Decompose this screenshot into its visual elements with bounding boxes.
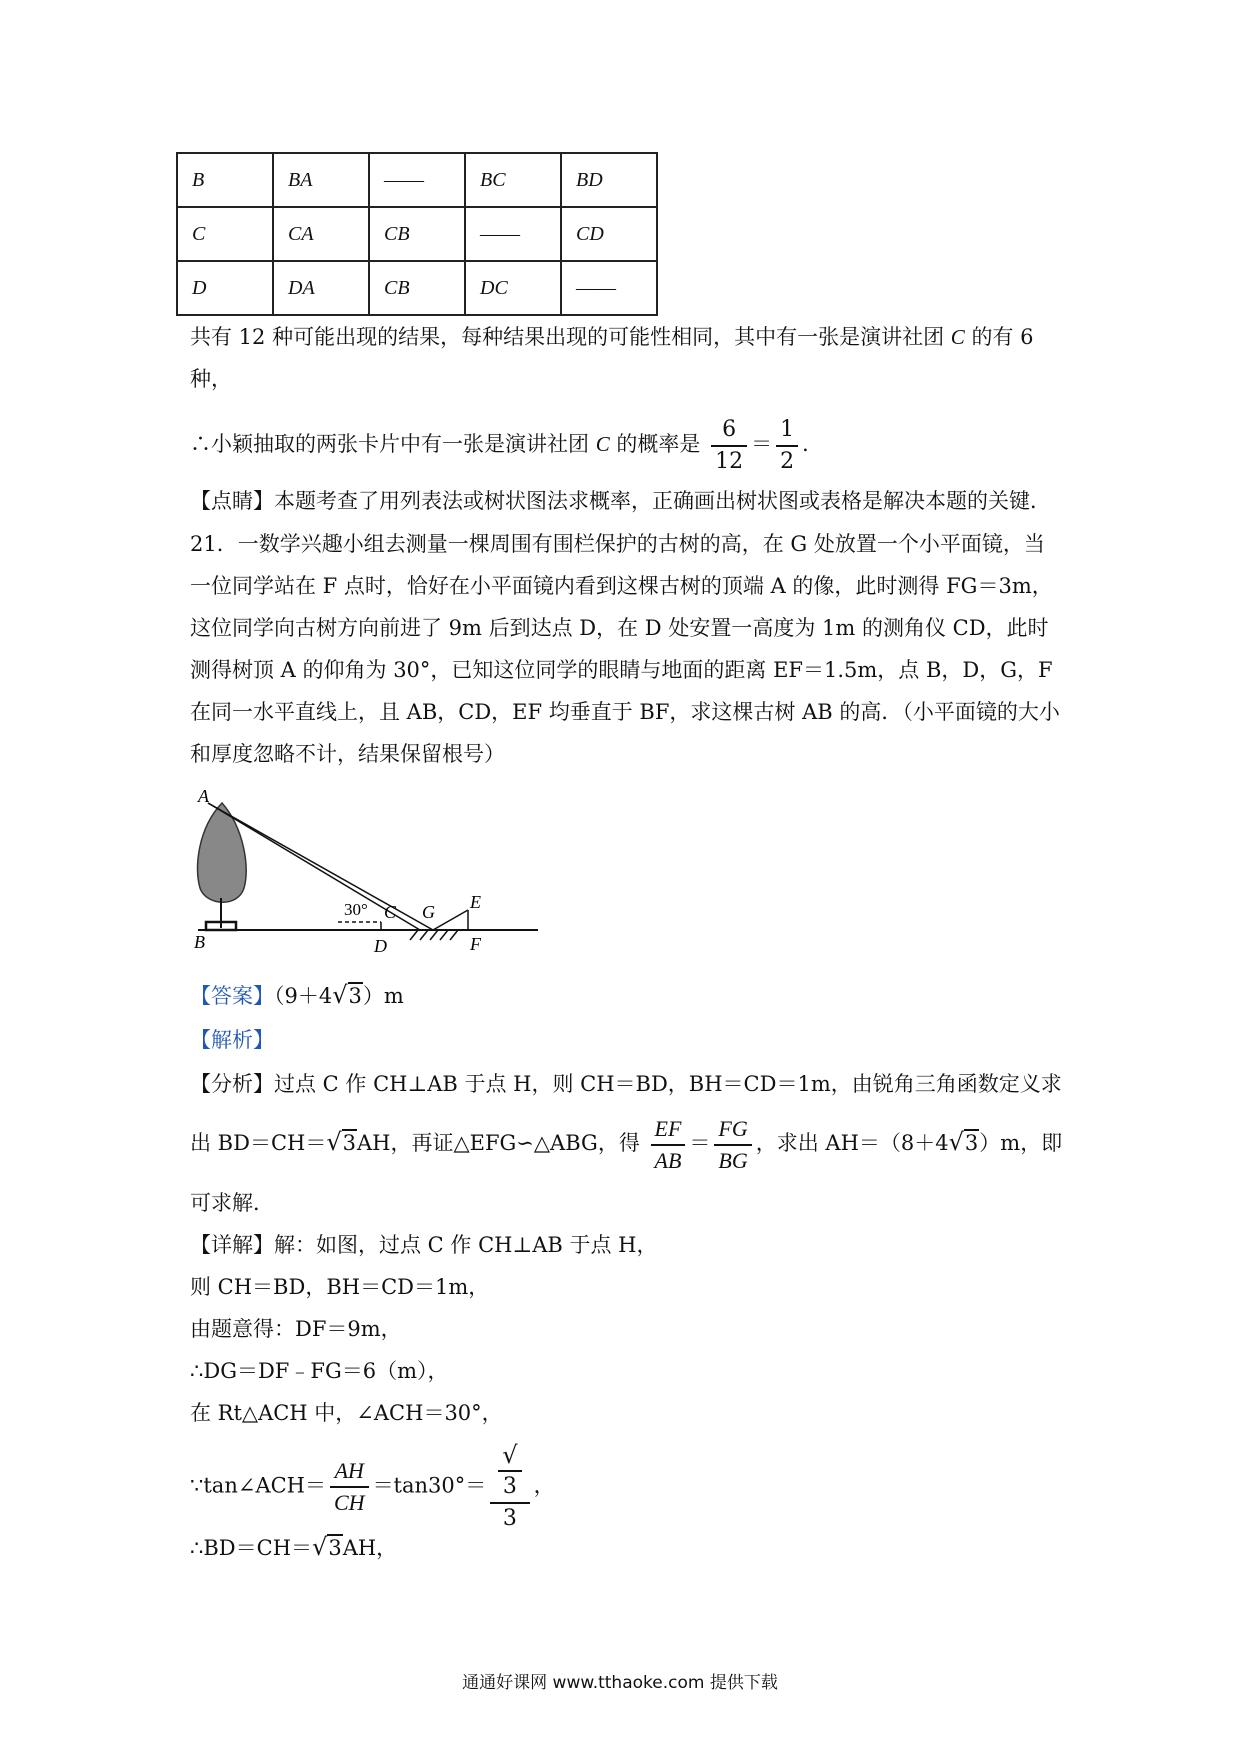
fraction-sqrt3-3: √ 3 3 (490, 1440, 529, 1534)
dianjing-label: 【点睛】 (190, 489, 274, 513)
label-e: E (470, 892, 481, 912)
jiexi-label: 【解析】 (190, 1028, 274, 1052)
sqrt-3-fenxi-2: √3 (948, 1128, 979, 1156)
table-row (177, 207, 657, 261)
table-cell: BC (465, 153, 561, 207)
page-footer: 通通好课网 www.tthaoke.com 提供下载 (462, 1673, 778, 1693)
table-cell: C (177, 207, 273, 261)
table-cell: D (177, 261, 273, 315)
dianjing-line: 【点睛】本题考查了用列表法或树状图法求概率，正确画出树状图或表格是解决本题的关键． (190, 489, 1051, 513)
tree-mirror-figure (188, 788, 548, 963)
table-cell: CA (273, 207, 369, 261)
fraction-ef-ab: $\frac{EF}{AB}$ (651, 1114, 686, 1176)
fenxi-line-2: 出 BD＝CH＝√3AH，再证△EFG∽△ABG，得 $\frac{EF}{AB}$ ＝ $\frac{FG}{BG}$ ，求出 AH＝（8＋4√3）m，即 (190, 1110, 1062, 1176)
probability-line: ∴小颖抽取的两张卡片中有一张是演讲社团 C 的概率是 $\frac{6}{12}$ ＝ $\frac{1}{2}$ ． (190, 414, 823, 477)
q21-line-5: 在同一水平直线上，且 AB，CD，EF 均垂直于 BF，求这棵古树 AB 的高．（小平面镜的大小 (190, 700, 1060, 724)
solution-step-3: ∴DG＝DF﹣FG＝6（m）， (190, 1359, 449, 1383)
solution-step-2: 由题意得：DF＝9m， (190, 1317, 402, 1341)
fraction-ah-ch: $\frac{AH}{CH}$ (330, 1456, 369, 1518)
solution-step-6: ∴BD＝CH＝√3AH， (190, 1533, 398, 1561)
q21-line-2: 一位同学站在 F 点时，恰好在小平面镜内看到这棵古树的顶端 A 的像，此时测得 FG＝3m， (190, 574, 1053, 598)
table-cell: CD (561, 207, 657, 261)
fraction-1-2: $\frac{1}{2}$ (776, 415, 798, 477)
fenxi-line-1: 【分析】过点 C 作 CH⊥AB 于点 H，则 CH＝BD，BH＝CD＝1m，由锐角三角函数定义求 (190, 1072, 1062, 1096)
fraction-6-12: $\frac{6}{12}$ (711, 415, 747, 477)
label-b: B (194, 932, 205, 952)
solution-step-4: 在 Rt△ACH 中，∠ACH＝30°， (190, 1401, 503, 1425)
outcome-table (176, 152, 658, 316)
q21-line-3: 这位同学向古树方向前进了 9m 后到达点 D，在 D 处安置一高度为 1m 的测角仪 CD，此时 (190, 616, 1049, 640)
table-cell: B (177, 153, 273, 207)
line-g-e (433, 910, 468, 930)
table-cell: CB (369, 261, 465, 315)
fenxi-label: 【分析】 (190, 1072, 274, 1096)
sqrt-3-tan: √ 3 (494, 1440, 525, 1502)
fraction-fg-bg: $\frac{FG}{BG}$ (714, 1114, 751, 1176)
label-angle: 30° (344, 900, 368, 919)
q21-line-1: 21．一数学兴趣小组去测量一棵周围有围栏保护的古树的高，在 G 处放置一个小平面镜，当 (190, 532, 1045, 556)
mirror-hatching (410, 930, 458, 940)
table-cell: DA (273, 261, 369, 315)
fenxi-line-3: 可求解． (190, 1191, 274, 1215)
result-count-line: 共有 12 种可能出现的结果，每种结果出现的可能性相同，其中有一张是演讲社团 C 的有 6 (190, 325, 1034, 349)
label-a: A (198, 788, 209, 806)
solution-step-5: ∵tan∠ACH＝ $\frac{AH}{CH}$ ＝tan30°＝ √ 3 3 ， (190, 1440, 555, 1534)
q21-line-4: 测得树顶 A 的仰角为 30°，已知这位同学的眼睛与地面的距离 EF＝1.5m，点 B，D，G，F (190, 658, 1053, 682)
label-f: F (470, 934, 481, 954)
table-cell: DC (465, 261, 561, 315)
tree-canopy (198, 803, 247, 902)
label-c: C (384, 902, 397, 922)
sqrt-3-answer: √3 (332, 981, 362, 1009)
jiexi-line (190, 1025, 274, 1055)
label-g: G (422, 902, 435, 922)
q21-line-6: 和厚度忽略不计，结果保留根号） (190, 742, 505, 766)
table-row (177, 261, 657, 315)
table-cell: BA (273, 153, 369, 207)
solution-step-1: 则 CH＝BD，BH＝CD＝1m， (190, 1275, 490, 1299)
sqrt-3-step6: √3 (312, 1533, 342, 1561)
xiangjie-label: 【详解】 (190, 1233, 274, 1257)
table-cell: BD (561, 153, 657, 207)
result-count-line-2: 种， (190, 367, 232, 391)
table-cell: —— (369, 153, 465, 207)
label-d: D (374, 936, 387, 956)
table-row (177, 153, 657, 207)
table-cell: —— (561, 261, 657, 315)
sqrt-3-fenxi: √3 (326, 1128, 356, 1156)
table-cell: —— (465, 207, 561, 261)
table-cell: CB (369, 207, 465, 261)
answer-line: 【答案】（9＋4√3）m (190, 981, 404, 1009)
xiangjie-line: 【详解】解：如图，过点 C 作 CH⊥AB 于点 H， (190, 1233, 658, 1257)
answer-label: 【答案】 (190, 984, 274, 1008)
